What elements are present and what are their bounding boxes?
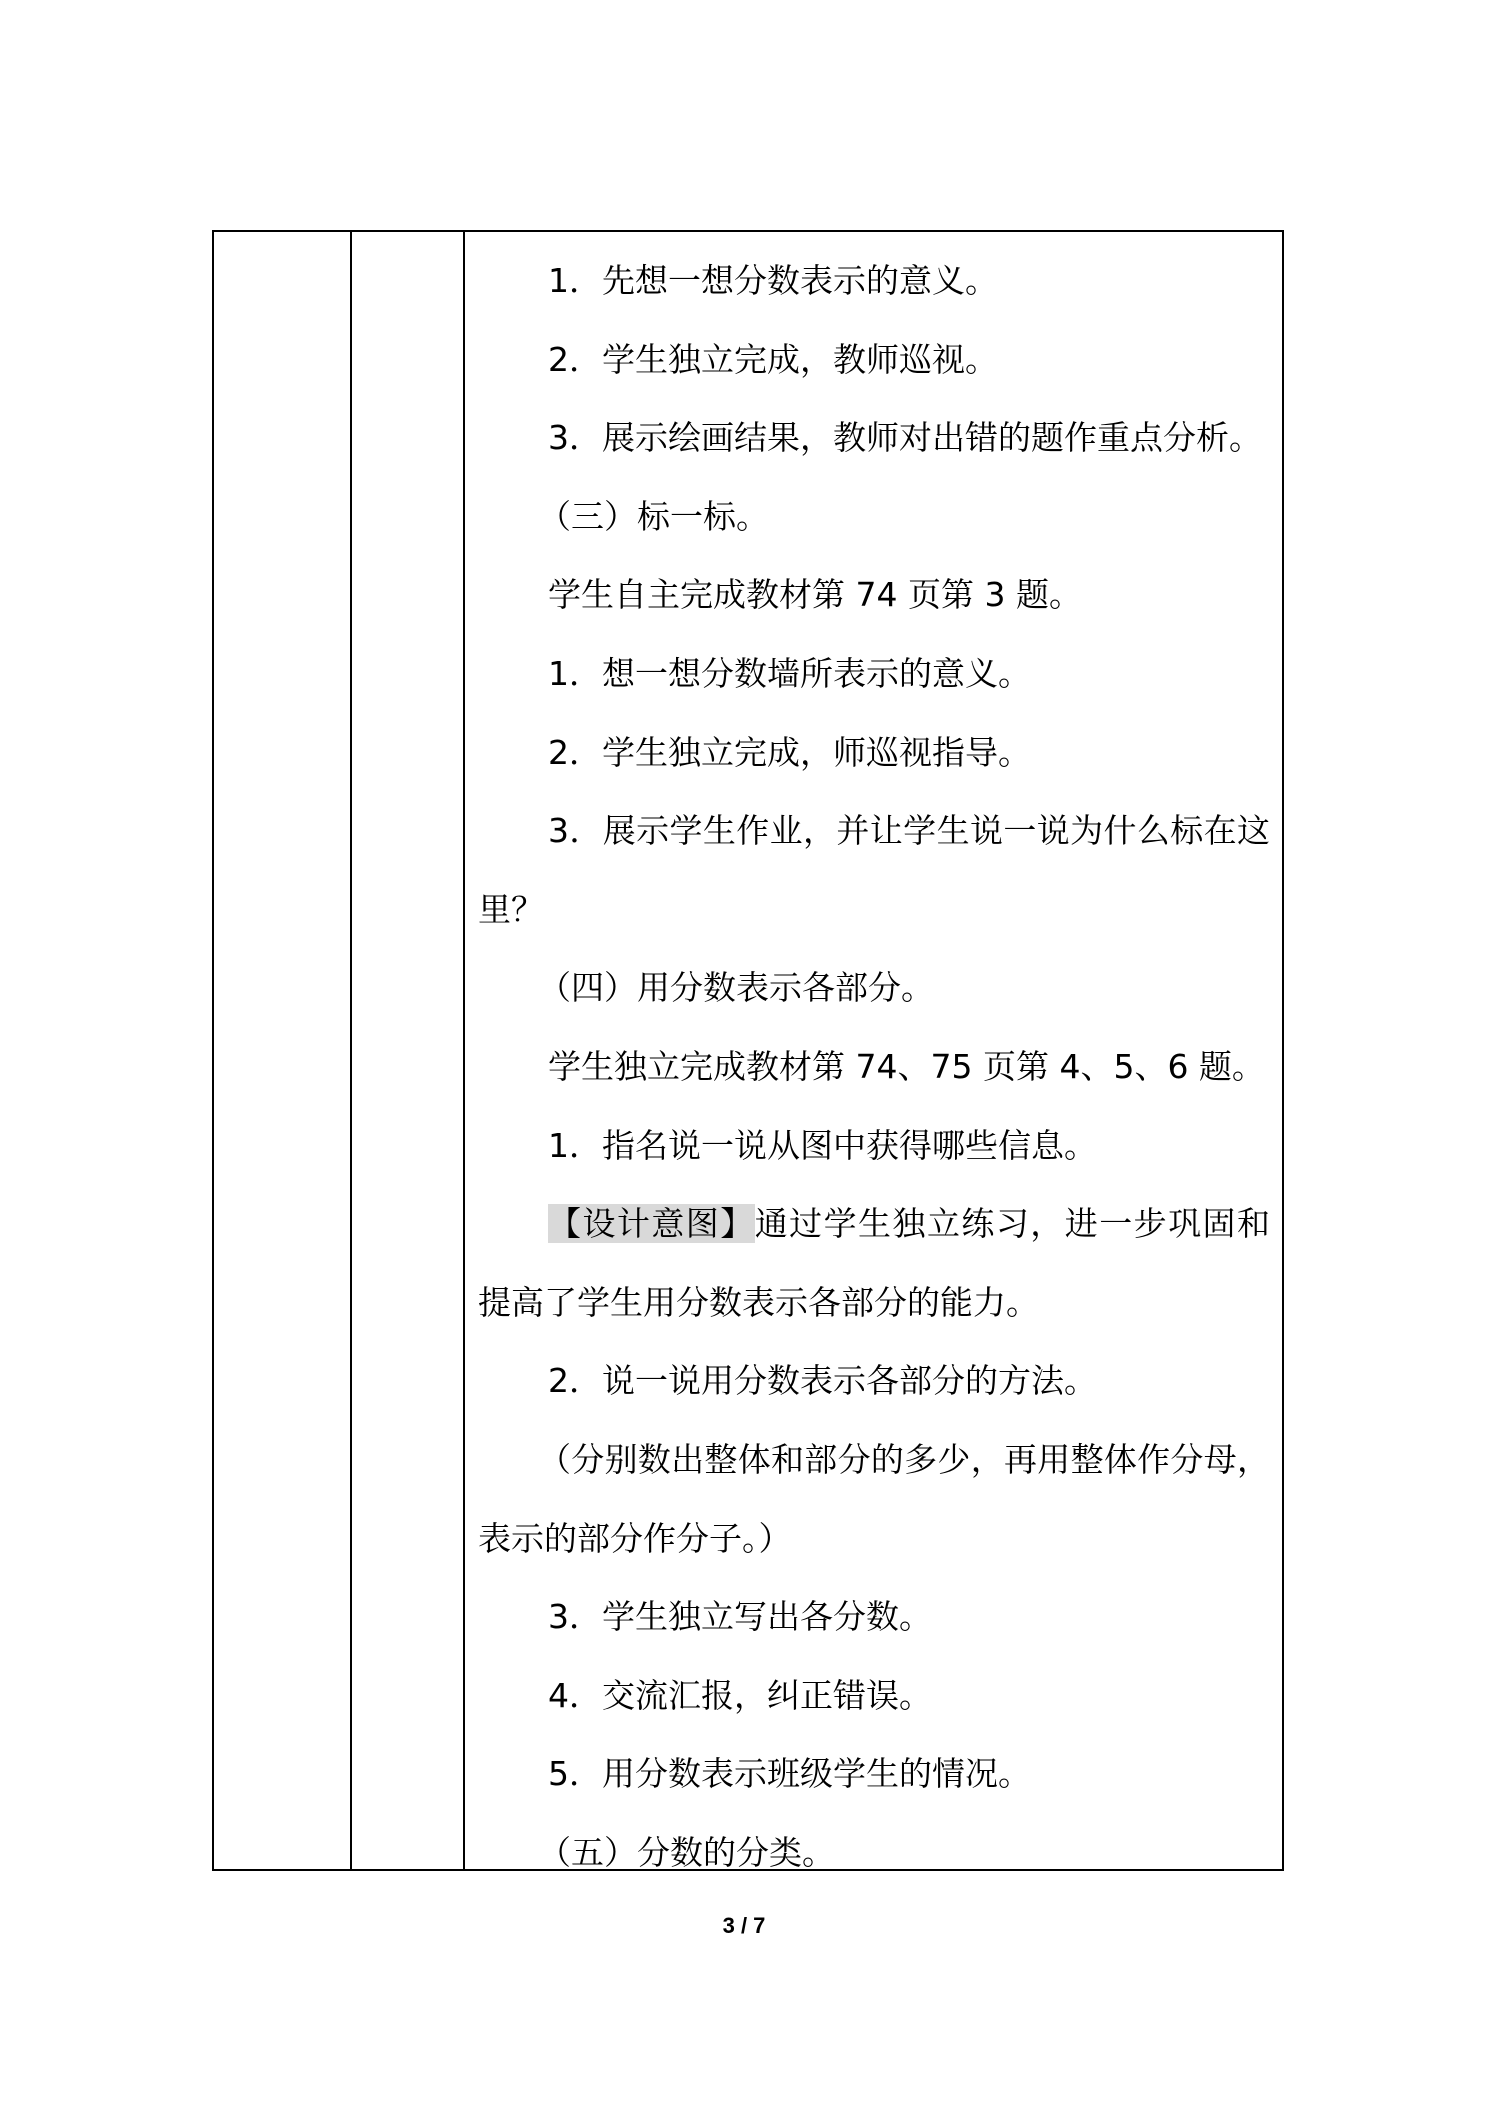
paragraph: 学生自主完成教材第 74 页第 3 题。 [548,575,1082,615]
paragraph: 学生独立完成教材第 74、75 页第 4、5、6 题。 [548,1046,1265,1086]
paragraph: 1．指名说一说从图中获得哪些信息。 [548,1125,1097,1165]
content-cell [465,232,1282,1872]
paragraph: 2．学生独立完成，师巡视指导。 [548,732,1031,772]
table-column-divider-1 [350,232,352,1869]
section-heading: （三）标一标。 [538,496,769,536]
paragraph: 5．用分数表示班级学生的情况。 [548,1754,1031,1794]
paragraph: 2．说一说用分数表示各部分的方法。 [548,1361,1097,1401]
page-number: 3 / 7 [722,1913,766,1938]
paragraph: 2．学生独立完成，教师巡视。 [548,339,998,379]
design-intent-label: 【设计意图】 [548,1204,755,1244]
paragraph: （分别数出整体和部分的多少，再用整体作分母，表示的部分作分子。） [478,1439,1270,1558]
design-intent-paragraph [478,1185,1270,1342]
paragraph: 3．学生独立写出各分数。 [548,1597,932,1637]
paragraph: 3．展示学生作业，并让学生说一说为什么标在这里？ [478,811,1270,929]
paragraph: 3．展示绘画结果，教师对出错的题作重点分析。 [548,418,1262,458]
section-heading: （五）分数的分类。 [538,1832,835,1872]
paragraph: 4．交流汇报，纠正错误。 [548,1675,932,1715]
paragraph: 1．先想一想分数表示的意义。 [548,261,998,300]
paragraph: 1．想一想分数墙所表示的意义。 [548,653,1031,693]
design-intent-text: 通过学生独立练习，进一步巩固和提高了学生用分数表示各部分的能力。 [478,1204,1271,1322]
section-heading: （四）用分数表示各部分。 [538,968,934,1008]
lesson-plan-table [212,230,1284,1871]
